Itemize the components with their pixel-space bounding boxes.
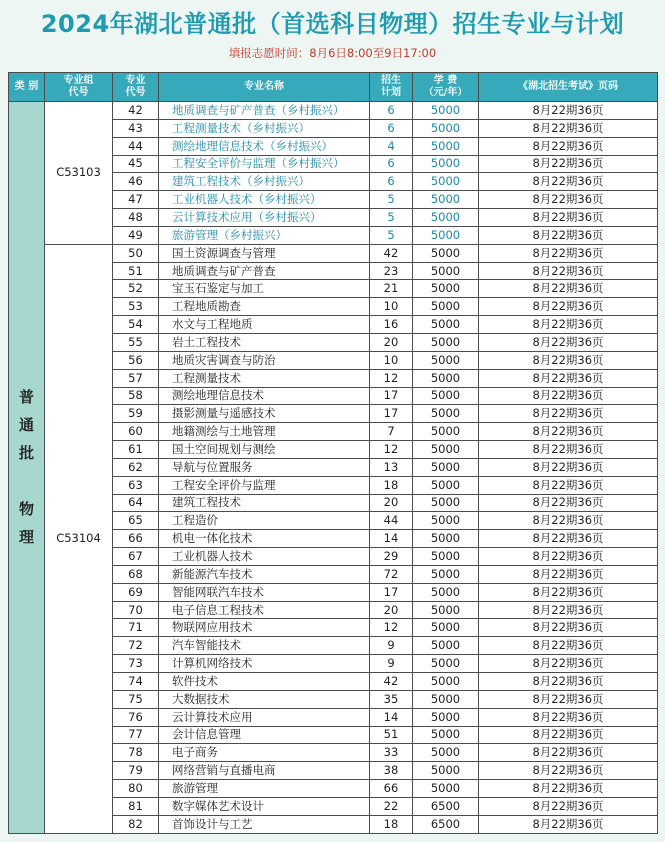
fee-cell: 5000 xyxy=(413,280,479,298)
fee-cell: 5000 xyxy=(413,708,479,726)
major-code-cell: 55 xyxy=(113,333,159,351)
major-name-cell: 摄影测量与遥感技术 xyxy=(159,405,370,423)
plan-cell: 35 xyxy=(370,690,413,708)
plan-cell: 42 xyxy=(370,244,413,262)
plan-cell: 6 xyxy=(370,173,413,191)
page-cell: 8月22期36页 xyxy=(479,333,658,351)
major-name-cell: 测绘地理信息技术 xyxy=(159,387,370,405)
page-cell: 8月22期36页 xyxy=(479,458,658,476)
plan-cell: 17 xyxy=(370,387,413,405)
major-name-cell: 工程测量技术（乡村振兴） xyxy=(159,119,370,137)
page-cell: 8月22期36页 xyxy=(479,387,658,405)
major-code-cell: 81 xyxy=(113,797,159,815)
major-code-cell: 47 xyxy=(113,191,159,209)
plan-cell: 5 xyxy=(370,226,413,244)
major-name-cell: 测绘地理信息技术（乡村振兴） xyxy=(159,137,370,155)
major-code-cell: 71 xyxy=(113,619,159,637)
fee-cell: 5000 xyxy=(413,423,479,441)
major-code-cell: 53 xyxy=(113,298,159,316)
fee-cell: 5000 xyxy=(413,637,479,655)
plan-cell: 21 xyxy=(370,280,413,298)
major-code-cell: 61 xyxy=(113,441,159,459)
fee-cell: 5000 xyxy=(413,316,479,334)
major-name-cell: 软件技术 xyxy=(159,673,370,691)
major-code-cell: 80 xyxy=(113,780,159,798)
fee-cell: 5000 xyxy=(413,512,479,530)
major-name-cell: 数字媒体艺术设计 xyxy=(159,797,370,815)
fee-cell: 5000 xyxy=(413,209,479,227)
plan-cell: 4 xyxy=(370,137,413,155)
major-code-cell: 44 xyxy=(113,137,159,155)
page-cell: 8月22期36页 xyxy=(479,726,658,744)
plan-cell: 10 xyxy=(370,298,413,316)
plan-cell: 9 xyxy=(370,655,413,673)
col-major-code: 专业 代号 xyxy=(113,73,159,102)
page-cell: 8月22期36页 xyxy=(479,119,658,137)
plan-cell: 7 xyxy=(370,423,413,441)
fee-cell: 6500 xyxy=(413,815,479,833)
fee-cell: 5000 xyxy=(413,244,479,262)
major-name-cell: 建筑工程技术 xyxy=(159,494,370,512)
major-name-cell: 旅游管理 xyxy=(159,780,370,798)
major-name-cell: 水文与工程地质 xyxy=(159,316,370,334)
plan-cell: 18 xyxy=(370,476,413,494)
plan-cell: 38 xyxy=(370,762,413,780)
major-code-cell: 42 xyxy=(113,102,159,120)
page-cell: 8月22期36页 xyxy=(479,655,658,673)
plan-cell: 12 xyxy=(370,619,413,637)
fee-cell: 5000 xyxy=(413,655,479,673)
major-code-cell: 73 xyxy=(113,655,159,673)
major-code-cell: 78 xyxy=(113,744,159,762)
page-cell: 8月22期36页 xyxy=(479,583,658,601)
fee-cell: 5000 xyxy=(413,333,479,351)
table-header-row xyxy=(9,73,658,102)
major-code-cell: 48 xyxy=(113,209,159,227)
major-code-cell: 45 xyxy=(113,155,159,173)
page-cell: 8月22期36页 xyxy=(479,815,658,833)
page-cell: 8月22期36页 xyxy=(479,405,658,423)
major-code-cell: 79 xyxy=(113,762,159,780)
fee-cell: 6500 xyxy=(413,797,479,815)
major-name-cell: 岩土工程技术 xyxy=(159,333,370,351)
page-cell: 8月22期36页 xyxy=(479,548,658,566)
major-name-cell: 工程测量技术 xyxy=(159,369,370,387)
fee-cell: 5000 xyxy=(413,441,479,459)
table-row xyxy=(9,102,658,120)
major-code-cell: 66 xyxy=(113,530,159,548)
fee-cell: 5000 xyxy=(413,583,479,601)
major-name-cell: 智能网联汽车技术 xyxy=(159,583,370,601)
major-name-cell: 地质调查与矿产普查 xyxy=(159,262,370,280)
plan-cell: 16 xyxy=(370,316,413,334)
major-name-cell: 工程造价 xyxy=(159,512,370,530)
fee-cell: 5000 xyxy=(413,155,479,173)
fee-cell: 5000 xyxy=(413,102,479,120)
major-code-cell: 50 xyxy=(113,244,159,262)
plan-cell: 22 xyxy=(370,797,413,815)
page-cell: 8月22期36页 xyxy=(479,797,658,815)
plan-cell: 44 xyxy=(370,512,413,530)
page-cell: 8月22期36页 xyxy=(479,619,658,637)
major-name-cell: 电子信息工程技术 xyxy=(159,601,370,619)
plan-cell: 20 xyxy=(370,601,413,619)
fee-cell: 5000 xyxy=(413,673,479,691)
page-cell: 8月22期36页 xyxy=(479,262,658,280)
page-cell: 8月22期36页 xyxy=(479,708,658,726)
major-name-cell: 地籍测绘与土地管理 xyxy=(159,423,370,441)
fee-cell: 5000 xyxy=(413,351,479,369)
major-code-cell: 58 xyxy=(113,387,159,405)
page-cell: 8月22期36页 xyxy=(479,530,658,548)
major-code-cell: 76 xyxy=(113,708,159,726)
fee-cell: 5000 xyxy=(413,226,479,244)
plan-cell: 29 xyxy=(370,548,413,566)
major-name-cell: 网络营销与直播电商 xyxy=(159,762,370,780)
plan-cell: 20 xyxy=(370,494,413,512)
fee-cell: 5000 xyxy=(413,476,479,494)
fee-cell: 5000 xyxy=(413,780,479,798)
category-cell: 普 通 批 物 理 xyxy=(9,102,45,834)
plan-cell: 6 xyxy=(370,155,413,173)
fee-cell: 5000 xyxy=(413,405,479,423)
major-code-cell: 60 xyxy=(113,423,159,441)
plan-cell: 10 xyxy=(370,351,413,369)
major-name-cell: 物联网应用技术 xyxy=(159,619,370,637)
major-name-cell: 地质调查与矿产普查（乡村振兴） xyxy=(159,102,370,120)
fee-cell: 5000 xyxy=(413,565,479,583)
major-name-cell: 导航与位置服务 xyxy=(159,458,370,476)
page-cell: 8月22期36页 xyxy=(479,298,658,316)
plan-cell: 72 xyxy=(370,565,413,583)
major-name-cell: 工程安全评价与监理（乡村振兴） xyxy=(159,155,370,173)
page-title: 2024年湖北普通批（首选科目物理）招生专业与计划 xyxy=(40,10,625,38)
major-code-cell: 68 xyxy=(113,565,159,583)
fee-cell: 5000 xyxy=(413,494,479,512)
page-cell: 8月22期36页 xyxy=(479,155,658,173)
page-cell: 8月22期36页 xyxy=(479,280,658,298)
major-code-cell: 54 xyxy=(113,316,159,334)
plan-cell: 12 xyxy=(370,369,413,387)
fee-cell: 5000 xyxy=(413,530,479,548)
major-name-cell: 电子商务 xyxy=(159,744,370,762)
fee-cell: 5000 xyxy=(413,690,479,708)
col-page: 《湖北招生考试》页码 xyxy=(479,73,658,102)
page-cell: 8月22期36页 xyxy=(479,673,658,691)
major-name-cell: 云计算技术应用 xyxy=(159,708,370,726)
fee-cell: 5000 xyxy=(413,369,479,387)
application-time: 填报志愿时间：8月6日8:00至9日17:00 xyxy=(228,46,437,60)
major-name-cell: 首饰设计与工艺 xyxy=(159,815,370,833)
page-cell: 8月22期36页 xyxy=(479,762,658,780)
page-cell: 8月22期36页 xyxy=(479,441,658,459)
plan-cell: 42 xyxy=(370,673,413,691)
page-cell: 8月22期36页 xyxy=(479,137,658,155)
major-name-cell: 新能源汽车技术 xyxy=(159,565,370,583)
major-code-cell: 64 xyxy=(113,494,159,512)
plan-cell: 14 xyxy=(370,530,413,548)
page-cell: 8月22期36页 xyxy=(479,369,658,387)
major-name-cell: 工业机器人技术（乡村振兴） xyxy=(159,191,370,209)
major-code-cell: 59 xyxy=(113,405,159,423)
fee-cell: 5000 xyxy=(413,762,479,780)
page-cell: 8月22期36页 xyxy=(479,476,658,494)
major-name-cell: 云计算技术应用（乡村振兴） xyxy=(159,209,370,227)
col-plan: 招生 计划 xyxy=(370,73,413,102)
col-fee: 学 费 （元/年） xyxy=(413,73,479,102)
fee-cell: 5000 xyxy=(413,262,479,280)
major-name-cell: 工程地质勘查 xyxy=(159,298,370,316)
plan-cell: 5 xyxy=(370,209,413,227)
plan-cell: 9 xyxy=(370,637,413,655)
fee-cell: 5000 xyxy=(413,458,479,476)
fee-cell: 5000 xyxy=(413,601,479,619)
plan-cell: 18 xyxy=(370,815,413,833)
major-name-cell: 国土空间规划与测绘 xyxy=(159,441,370,459)
major-code-cell: 77 xyxy=(113,726,159,744)
page-cell: 8月22期36页 xyxy=(479,244,658,262)
group-code-cell: C53104 xyxy=(45,244,113,833)
group-code-cell: C53103 xyxy=(45,102,113,245)
fee-cell: 5000 xyxy=(413,548,479,566)
major-code-cell: 82 xyxy=(113,815,159,833)
page-cell: 8月22期36页 xyxy=(479,744,658,762)
major-name-cell: 机电一体化技术 xyxy=(159,530,370,548)
major-code-cell: 43 xyxy=(113,119,159,137)
fee-cell: 5000 xyxy=(413,726,479,744)
major-code-cell: 69 xyxy=(113,583,159,601)
major-name-cell: 汽车智能技术 xyxy=(159,637,370,655)
plan-cell: 14 xyxy=(370,708,413,726)
major-name-cell: 工业机器人技术 xyxy=(159,548,370,566)
major-name-cell: 国土资源调查与管理 xyxy=(159,244,370,262)
major-name-cell: 大数据技术 xyxy=(159,690,370,708)
fee-cell: 5000 xyxy=(413,119,479,137)
plan-cell: 17 xyxy=(370,405,413,423)
page-cell: 8月22期36页 xyxy=(479,494,658,512)
fee-cell: 5000 xyxy=(413,173,479,191)
major-name-cell: 宝玉石鉴定与加工 xyxy=(159,280,370,298)
major-name-cell: 地质灾害调查与防治 xyxy=(159,351,370,369)
major-code-cell: 63 xyxy=(113,476,159,494)
col-category: 类 别 xyxy=(9,73,45,102)
fee-cell: 5000 xyxy=(413,298,479,316)
major-code-cell: 51 xyxy=(113,262,159,280)
plan-cell: 12 xyxy=(370,441,413,459)
plan-cell: 51 xyxy=(370,726,413,744)
fee-cell: 5000 xyxy=(413,191,479,209)
major-code-cell: 52 xyxy=(113,280,159,298)
major-code-cell: 70 xyxy=(113,601,159,619)
table-row xyxy=(9,244,658,262)
page-cell: 8月22期36页 xyxy=(479,102,658,120)
fee-cell: 5000 xyxy=(413,137,479,155)
major-name-cell: 会计信息管理 xyxy=(159,726,370,744)
fee-cell: 5000 xyxy=(413,619,479,637)
page-cell: 8月22期36页 xyxy=(479,637,658,655)
major-name-cell: 计算机网络技术 xyxy=(159,655,370,673)
major-code-cell: 57 xyxy=(113,369,159,387)
page-cell: 8月22期36页 xyxy=(479,226,658,244)
plan-cell: 5 xyxy=(370,191,413,209)
col-group-code: 专业组 代号 xyxy=(45,73,113,102)
plan-cell: 23 xyxy=(370,262,413,280)
major-code-cell: 62 xyxy=(113,458,159,476)
major-code-cell: 49 xyxy=(113,226,159,244)
page-cell: 8月22期36页 xyxy=(479,209,658,227)
major-code-cell: 67 xyxy=(113,548,159,566)
col-major-name: 专业名称 xyxy=(159,73,370,102)
plan-cell: 66 xyxy=(370,780,413,798)
page-cell: 8月22期36页 xyxy=(479,173,658,191)
plan-cell: 20 xyxy=(370,333,413,351)
page-cell: 8月22期36页 xyxy=(479,423,658,441)
major-code-cell: 72 xyxy=(113,637,159,655)
major-code-cell: 56 xyxy=(113,351,159,369)
major-code-cell: 74 xyxy=(113,673,159,691)
fee-cell: 5000 xyxy=(413,744,479,762)
fee-cell: 5000 xyxy=(413,387,479,405)
page-cell: 8月22期36页 xyxy=(479,690,658,708)
plan-cell: 17 xyxy=(370,583,413,601)
page-cell: 8月22期36页 xyxy=(479,351,658,369)
plan-cell: 6 xyxy=(370,102,413,120)
major-code-cell: 46 xyxy=(113,173,159,191)
table-body xyxy=(9,102,658,834)
enrollment-table xyxy=(8,72,658,834)
page-cell: 8月22期36页 xyxy=(479,316,658,334)
page-cell: 8月22期36页 xyxy=(479,780,658,798)
page-cell: 8月22期36页 xyxy=(479,565,658,583)
plan-cell: 33 xyxy=(370,744,413,762)
page-cell: 8月22期36页 xyxy=(479,191,658,209)
major-name-cell: 旅游管理（乡村振兴） xyxy=(159,226,370,244)
plan-cell: 6 xyxy=(370,119,413,137)
page-cell: 8月22期36页 xyxy=(479,512,658,530)
major-code-cell: 65 xyxy=(113,512,159,530)
major-name-cell: 建筑工程技术（乡村振兴） xyxy=(159,173,370,191)
major-code-cell: 75 xyxy=(113,690,159,708)
major-name-cell: 工程安全评价与监理 xyxy=(159,476,370,494)
page-cell: 8月22期36页 xyxy=(479,601,658,619)
plan-cell: 13 xyxy=(370,458,413,476)
